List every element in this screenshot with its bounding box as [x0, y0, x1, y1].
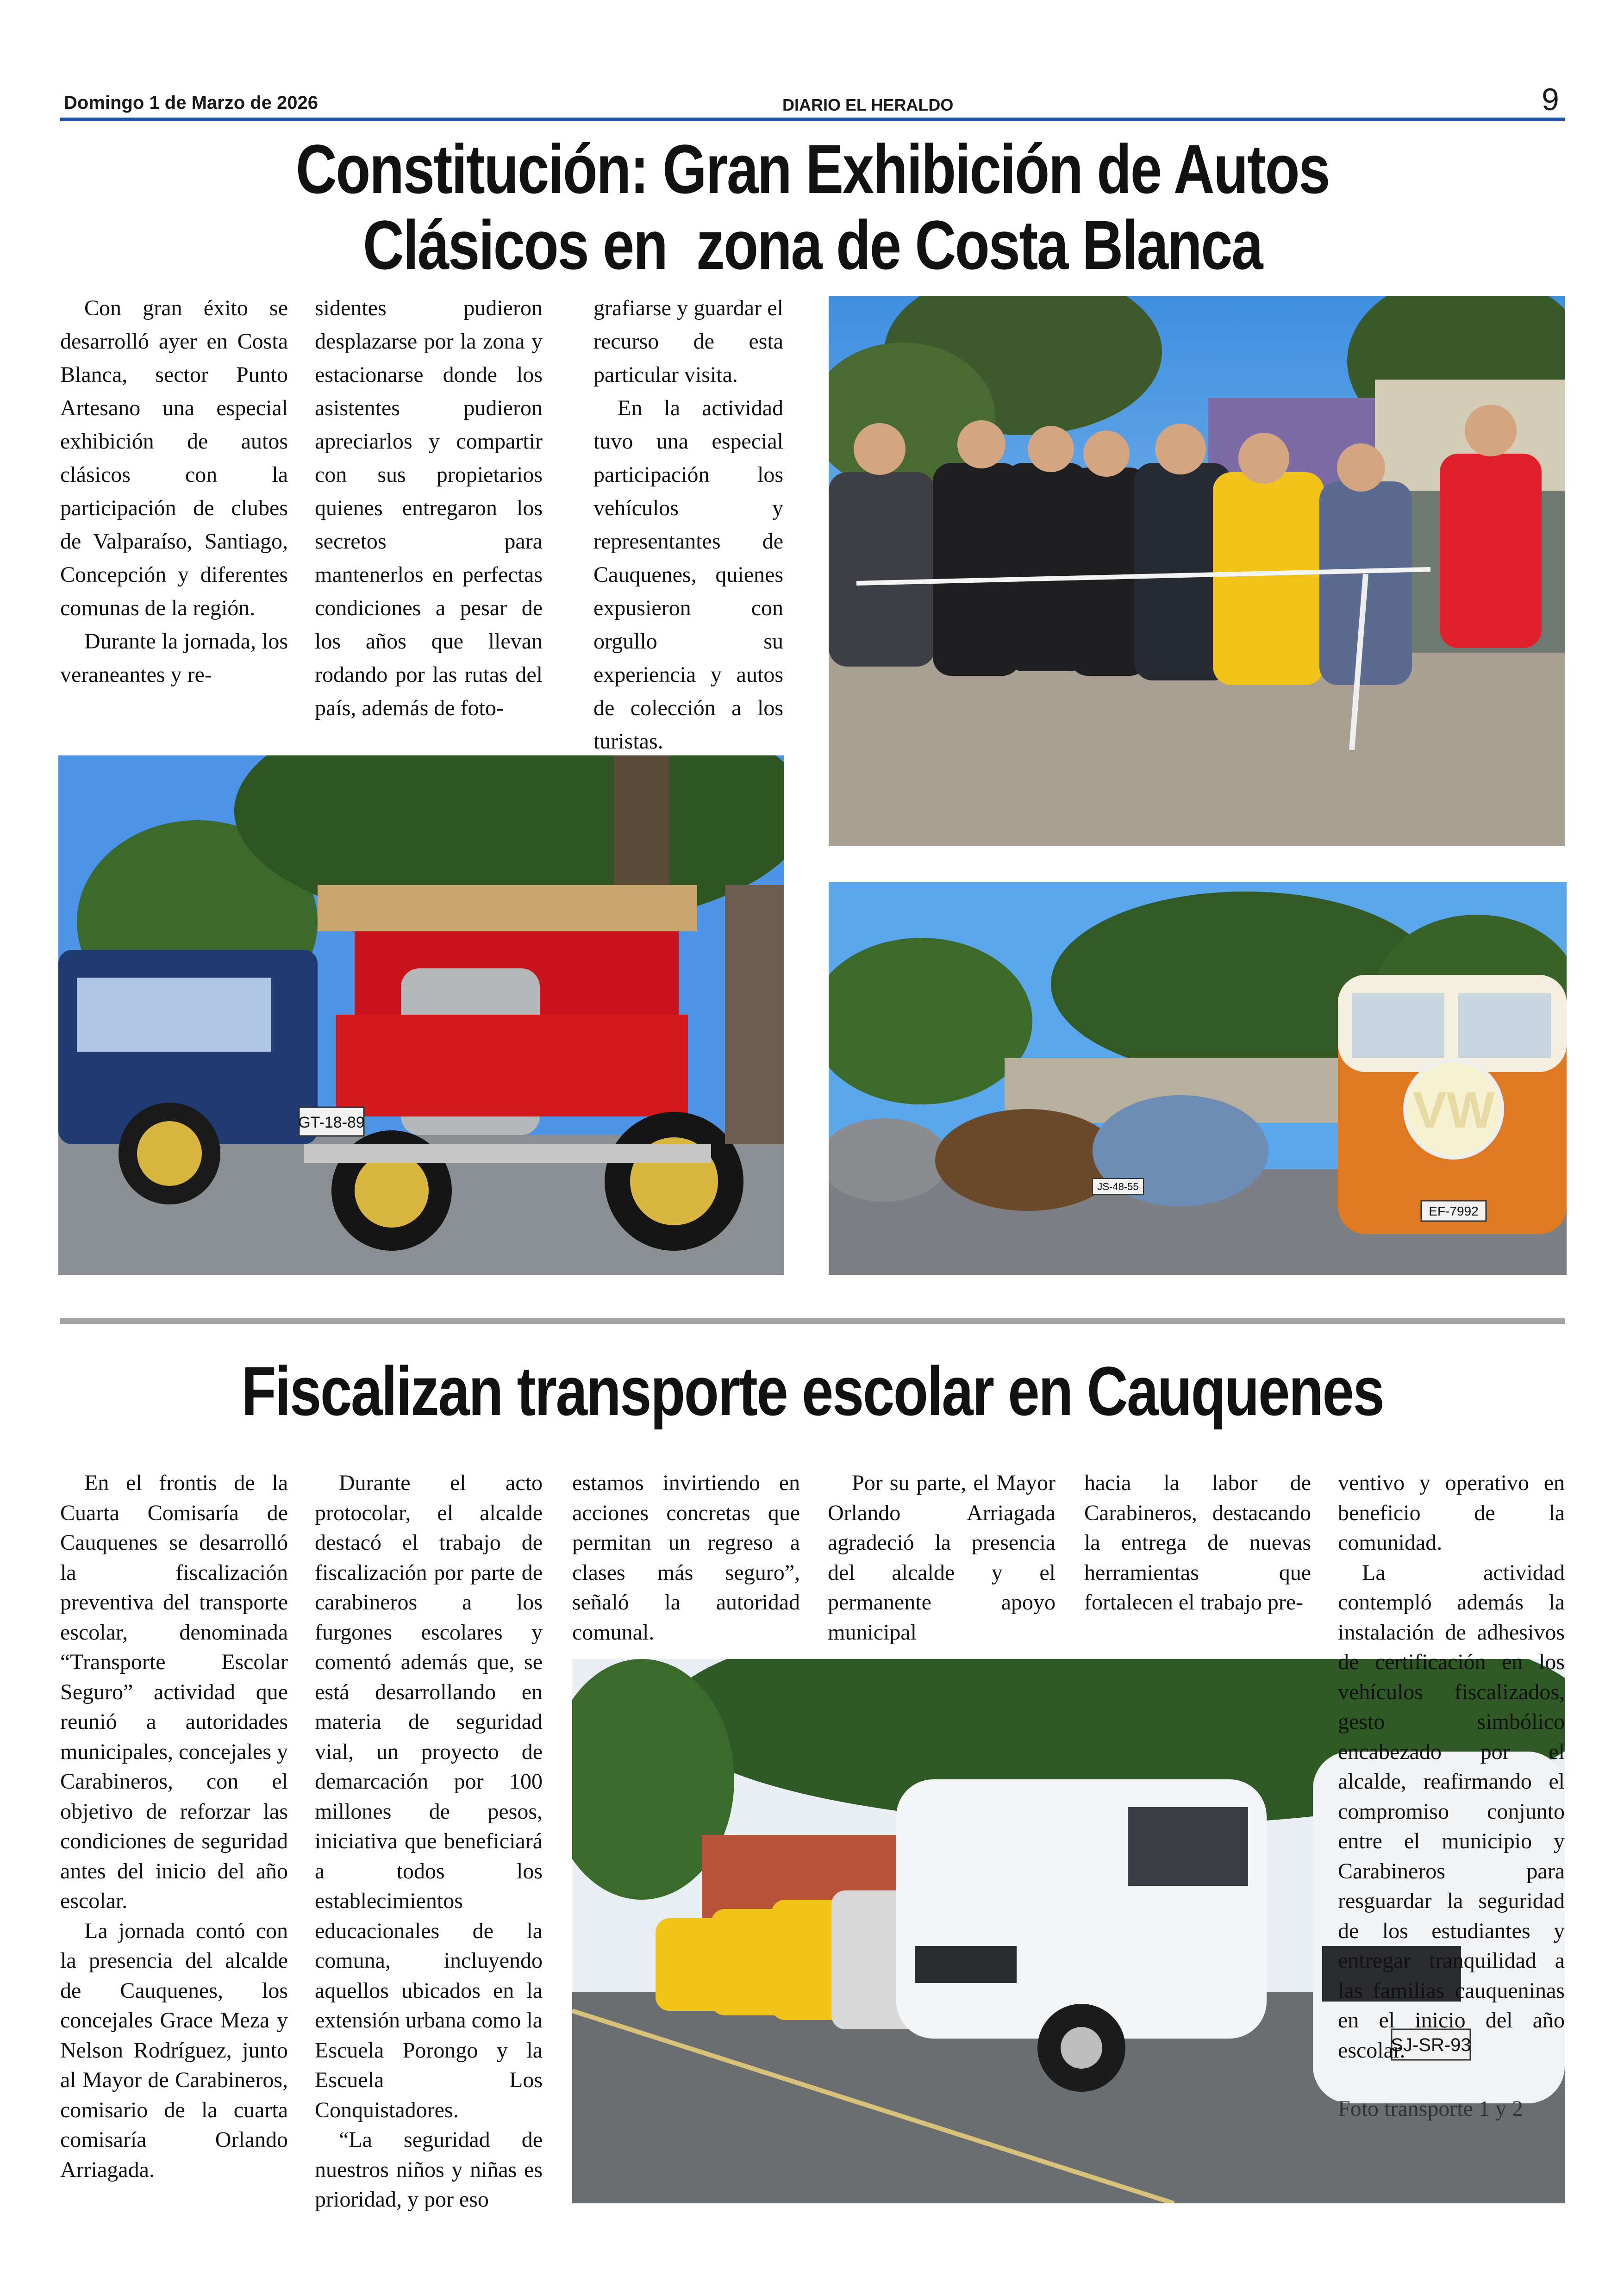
- newspaper-name: DIARIO EL HERALDO: [782, 95, 954, 114]
- article2-column-6: [1338, 1468, 1565, 2065]
- page-number: 9: [1542, 82, 1559, 117]
- photo-classic-ford: [58, 755, 784, 1275]
- plate-beetle: JS-48-55: [1097, 1181, 1139, 1192]
- article2-paragraph: ventivo y operativo en beneficio de la comunidad.: [1338, 1471, 1565, 1555]
- article2-column-5: [1084, 1468, 1311, 1618]
- article2-paragraph: Durante el acto protocolar, el alcalde destacó el trabajo de fiscalización por parte de carabineros a los furgones escolares y comentó además que, se está desarrollando en materia de seguridad vial, un proyecto de demarcación por 100 millones de pesos, iniciativa que beneficiará a todos los establecimientos educacionales de la comuna, incluyendo aquellos ubicados en la extensión urbana como la Escuela Porongo y la Escuela Los Conquistadores.: [315, 1471, 543, 2122]
- article1-paragraph: Con gran éxito se desarrolló ayer en Costa Blanca, sector Punto Artesano una especial exhibición de autos clásicos con la participación de clubes de Valparaíso, Santiago, Concepción y diferentes comunas de la región.: [60, 296, 288, 620]
- article1-paragraph: En la actividad tuvo una especial participación los vehículos y representantes de Cauquenes, quienes expusieron con orgullo su experiencia y autos de colección a los turistas.: [593, 396, 783, 754]
- article1-column-3: [593, 292, 783, 758]
- article1-paragraph: grafiarse y guardar el recurso de esta particular visita.: [593, 296, 783, 387]
- article1-headline-line2: Clásicos en zona de Costa Blanca: [362, 206, 1262, 284]
- article2-column-2: [315, 1468, 543, 2215]
- issue-date: Domingo 1 de Marzo de 2026: [64, 93, 319, 113]
- article1-column-2: [315, 292, 543, 725]
- svg-text:VW: VW: [1412, 1082, 1495, 1139]
- article1-paragraph: Durante la jornada, los veraneantes y re-: [60, 629, 288, 687]
- article2-paragraph: hacia la labor de Carabineros, destacando la entrega de nuevas herramientas que fortalecen el trabajo pre-: [1084, 1471, 1311, 1615]
- header-rule: [60, 118, 1565, 121]
- article2-headline: Fiscalizan transporte escolar en Cauquenes: [241, 1352, 1384, 1430]
- article1-paragraph: sidentes pudieron desplazarse por la zona y estacionarse donde los asistentes pudieron apreciarlos y compartir con sus propietarios quienes entregaron los secretos para mantenerlos en perfectas condiciones a pesar de los años que llevan rodando por las rutas del país, además de foto-: [315, 296, 543, 720]
- article2-paragraph: Por su parte, el Mayor Orlando Arriagada agradeció la presencia del alcalde y el permanente apoyo municipal: [828, 1471, 1056, 1645]
- photo-ribbon-cutting: [829, 296, 1565, 846]
- photo-vw-lineup: [829, 882, 1567, 1275]
- article2-column-4: [828, 1468, 1056, 1647]
- article1-headline-line1: Constitución: Gran Exhibición de Autos: [295, 130, 1330, 208]
- article2-paragraph: La jornada contó con la presencia del alcalde de Cauquenes, los concejales Grace Meza y Nelson Rodríguez, junto al Mayor de Carabineros, comisario de la cuarta comisaría Orlando Arriagada.: [60, 1918, 288, 2182]
- article2-column-1: [60, 1468, 288, 2185]
- photo-caption: Foto transporte 1 y 2: [1338, 2096, 1523, 2121]
- article1-column-1: [60, 292, 288, 692]
- plate-vw-bus: EF-7992: [1429, 1204, 1479, 1218]
- plate-van: SJ-SR-93: [1391, 2035, 1471, 2055]
- article2-paragraph: “La seguridad de nuestros niños y niñas es prioridad, y por eso: [315, 2127, 543, 2212]
- article2-paragraph: estamos invirtiendo en acciones concretas que permitan un regreso a clases más seguro”, señaló la autoridad comunal.: [572, 1471, 800, 1645]
- article2-column-3: [572, 1468, 800, 1647]
- article2-paragraph: En el frontis de la Cuarta Comisaría de Cauquenes se desarrolló la fiscalización preventiva del transporte escolar, denominada “Transporte Escolar Seguro” actividad que reunió a autoridades municipales, concejales y Carabineros, con el objetivo de reforzar las condiciones de seguridad antes del inicio del año escolar.: [60, 1471, 288, 1913]
- article2-paragraph: La actividad contempló además la instalación de adhesivos de certificación en los vehículos fiscalizados, gesto simbólico encabezado por el alcalde, reafirmando el compromiso conjunto entre el municipio y Carabineros para resguardar la seguridad de los estudiantes y entregar tranquilidad a las familias cauqueninas en el inicio del año escolar.: [1338, 1560, 1565, 2063]
- section-separator: [60, 1318, 1565, 1324]
- plate-ford: GT-18-89: [298, 1114, 365, 1131]
